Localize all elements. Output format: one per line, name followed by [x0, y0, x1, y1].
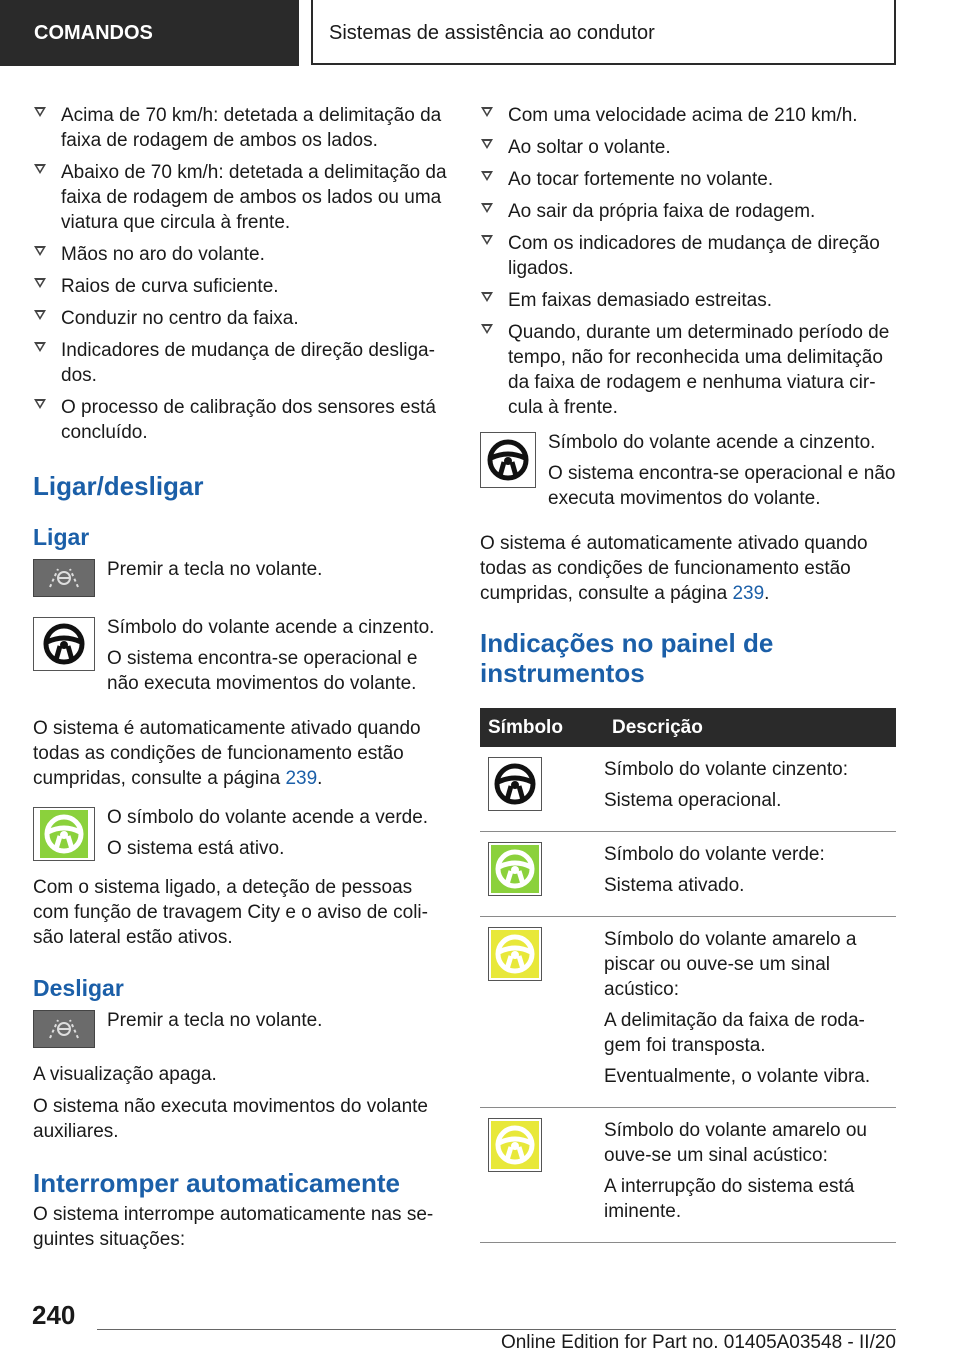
- lane-assist-button-icon: [33, 559, 95, 597]
- on-active-text: Com o sistema ligado, a deteção de pessoas com função de travagem City e o aviso de coli-são lateral estão ativos.: [33, 877, 428, 948]
- list-item: Ao tocar fortemente no volante.: [480, 167, 896, 192]
- heading-indications: Indicações no painel de instrumentos: [480, 628, 774, 688]
- list-item: Raios de curva suficiente.: [33, 274, 449, 299]
- heading-on: Ligar: [33, 524, 90, 550]
- triangle-bullet-icon: [481, 107, 493, 117]
- triangle-bullet-icon: [34, 246, 46, 256]
- list-item: Ao sair da própria faixa de rodagem.: [480, 199, 896, 224]
- steering-wheel-green-icon: [488, 842, 542, 896]
- on-green-row: [33, 805, 449, 867]
- off-press-text: Premir a tecla no volante.: [107, 1010, 323, 1031]
- heading-interrupt: Interromper automaticamente: [33, 1168, 400, 1198]
- column-header-description: Descrição: [604, 708, 896, 747]
- list-item: Quando, durante um determinado período de tempo, não for reconhecida uma delimitação da faixa de rodagem e nenhuma viatura cir-cula à frente.: [480, 320, 896, 420]
- triangle-bullet-icon: [481, 324, 493, 334]
- lane-assist-button-icon: [33, 1010, 95, 1048]
- chapter-title: Sistemas de assistência ao condutor: [329, 22, 655, 44]
- list-item: O processo de calibração dos sensores está concluído.: [33, 395, 449, 445]
- list-item: Abaixo de 70 km/h: detetada a delimitação da faixa de rodagem de ambos os lados ou uma viatura que circula à frente.: [33, 160, 449, 235]
- right-column: [480, 103, 896, 1243]
- conditions-list: [33, 103, 449, 445]
- chapter-tab: [311, 0, 896, 65]
- off-button-row: [33, 1008, 449, 1048]
- section-title: COMANDOS: [34, 22, 153, 44]
- edition-footer: Online Edition for Part no. 01405A03548 - II/20: [500, 1332, 896, 1353]
- page-link[interactable]: 239: [285, 768, 318, 789]
- on-press-text: Premir a tecla no volante.: [107, 559, 323, 580]
- table-row: Símbolo do volante cinzento: Sistema operacional.: [480, 747, 896, 832]
- table-row: Símbolo do volante verde: Sistema ativado.: [480, 832, 896, 917]
- triangle-bullet-icon: [481, 203, 493, 213]
- on-grey-row: [33, 615, 449, 702]
- grey-text-1: Símbolo do volante acende a cinzento.: [548, 432, 876, 453]
- grey-text-2: O sistema encontra-se operacional e não executa movimentos do volante.: [548, 463, 896, 509]
- triangle-bullet-icon: [481, 171, 493, 181]
- off-text-1: A visualização apaga.: [33, 1064, 217, 1085]
- page-link[interactable]: 239: [732, 583, 765, 604]
- list-item: Acima de 70 km/h: detetada a delimitação da faixa de rodagem de ambos os lados.: [33, 103, 449, 153]
- on-green-text-1: O símbolo do volante acende a verde.: [107, 807, 429, 828]
- list-item: Indicadores de mudança de direção desliga-dos.: [33, 338, 449, 388]
- symbol-table: [480, 708, 896, 1243]
- list-item: Mãos no aro do volante.: [33, 242, 449, 267]
- on-green-text-2: O sistema está ativo.: [107, 838, 285, 859]
- list-item: Ao soltar o volante.: [480, 135, 896, 160]
- table-row: Símbolo do volante amarelo ou ouve-se um sinal acústico: A interrupção do sistema está iminente.: [480, 1108, 896, 1243]
- on-button-row: [33, 557, 449, 597]
- triangle-bullet-icon: [34, 310, 46, 320]
- steering-wheel-grey-icon: [480, 432, 536, 488]
- steering-wheel-yellow-icon: [488, 1118, 542, 1172]
- triangle-bullet-icon: [34, 342, 46, 352]
- grey-row: [480, 430, 896, 517]
- triangle-bullet-icon: [481, 292, 493, 302]
- column-header-symbol: Símbolo: [480, 708, 604, 747]
- left-column: [33, 103, 449, 1252]
- triangle-bullet-icon: [34, 278, 46, 288]
- heading-off: Desligar: [33, 975, 124, 1001]
- footer-divider: [97, 1329, 896, 1330]
- off-text-2: O sistema não executa movimentos do volante auxiliares.: [33, 1096, 428, 1142]
- section-tab: [0, 0, 299, 66]
- auto-text: O sistema é automaticamente ativado quando todas as condições de funcionamento estão cumpridas, consulte a página 239.: [480, 533, 868, 604]
- steering-wheel-yellow-blinking-icon: [488, 927, 542, 981]
- triangle-bullet-icon: [481, 235, 493, 245]
- triangle-bullet-icon: [34, 164, 46, 174]
- page-number: 240: [32, 1300, 76, 1330]
- on-auto-text: O sistema é automaticamente ativado quando todas as condições de funcionamento estão cumpridas, consulte a página 239.: [33, 718, 421, 789]
- steering-wheel-grey-icon: [33, 617, 95, 671]
- interrupt-list: [480, 103, 896, 420]
- steering-wheel-green-icon: [33, 807, 95, 861]
- triangle-bullet-icon: [481, 139, 493, 149]
- heading-onoff: Ligar/desligar: [33, 471, 204, 501]
- interrupt-intro: O sistema interrompe automaticamente nas se-guintes situações:: [33, 1204, 434, 1250]
- triangle-bullet-icon: [34, 107, 46, 117]
- on-grey-text-2: O sistema encontra-se operacional e não executa movimentos do volante.: [107, 648, 418, 694]
- list-item: Com os indicadores de mudança de direção ligados.: [480, 231, 896, 281]
- on-grey-text-1: Símbolo do volante acende a cinzento.: [107, 617, 435, 638]
- triangle-bullet-icon: [34, 399, 46, 409]
- list-item: Com uma velocidade acima de 210 km/h.: [480, 103, 896, 128]
- list-item: Em faixas demasiado estreitas.: [480, 288, 896, 313]
- list-item: Conduzir no centro da faixa.: [33, 306, 449, 331]
- table-row: Símbolo do volante amarelo a piscar ou ouve-se um sinal acústico: A delimitação da faixa de roda-gem foi transposta. Eventualmente, o volante vibra.: [480, 917, 896, 1108]
- steering-wheel-grey-icon: [488, 757, 542, 811]
